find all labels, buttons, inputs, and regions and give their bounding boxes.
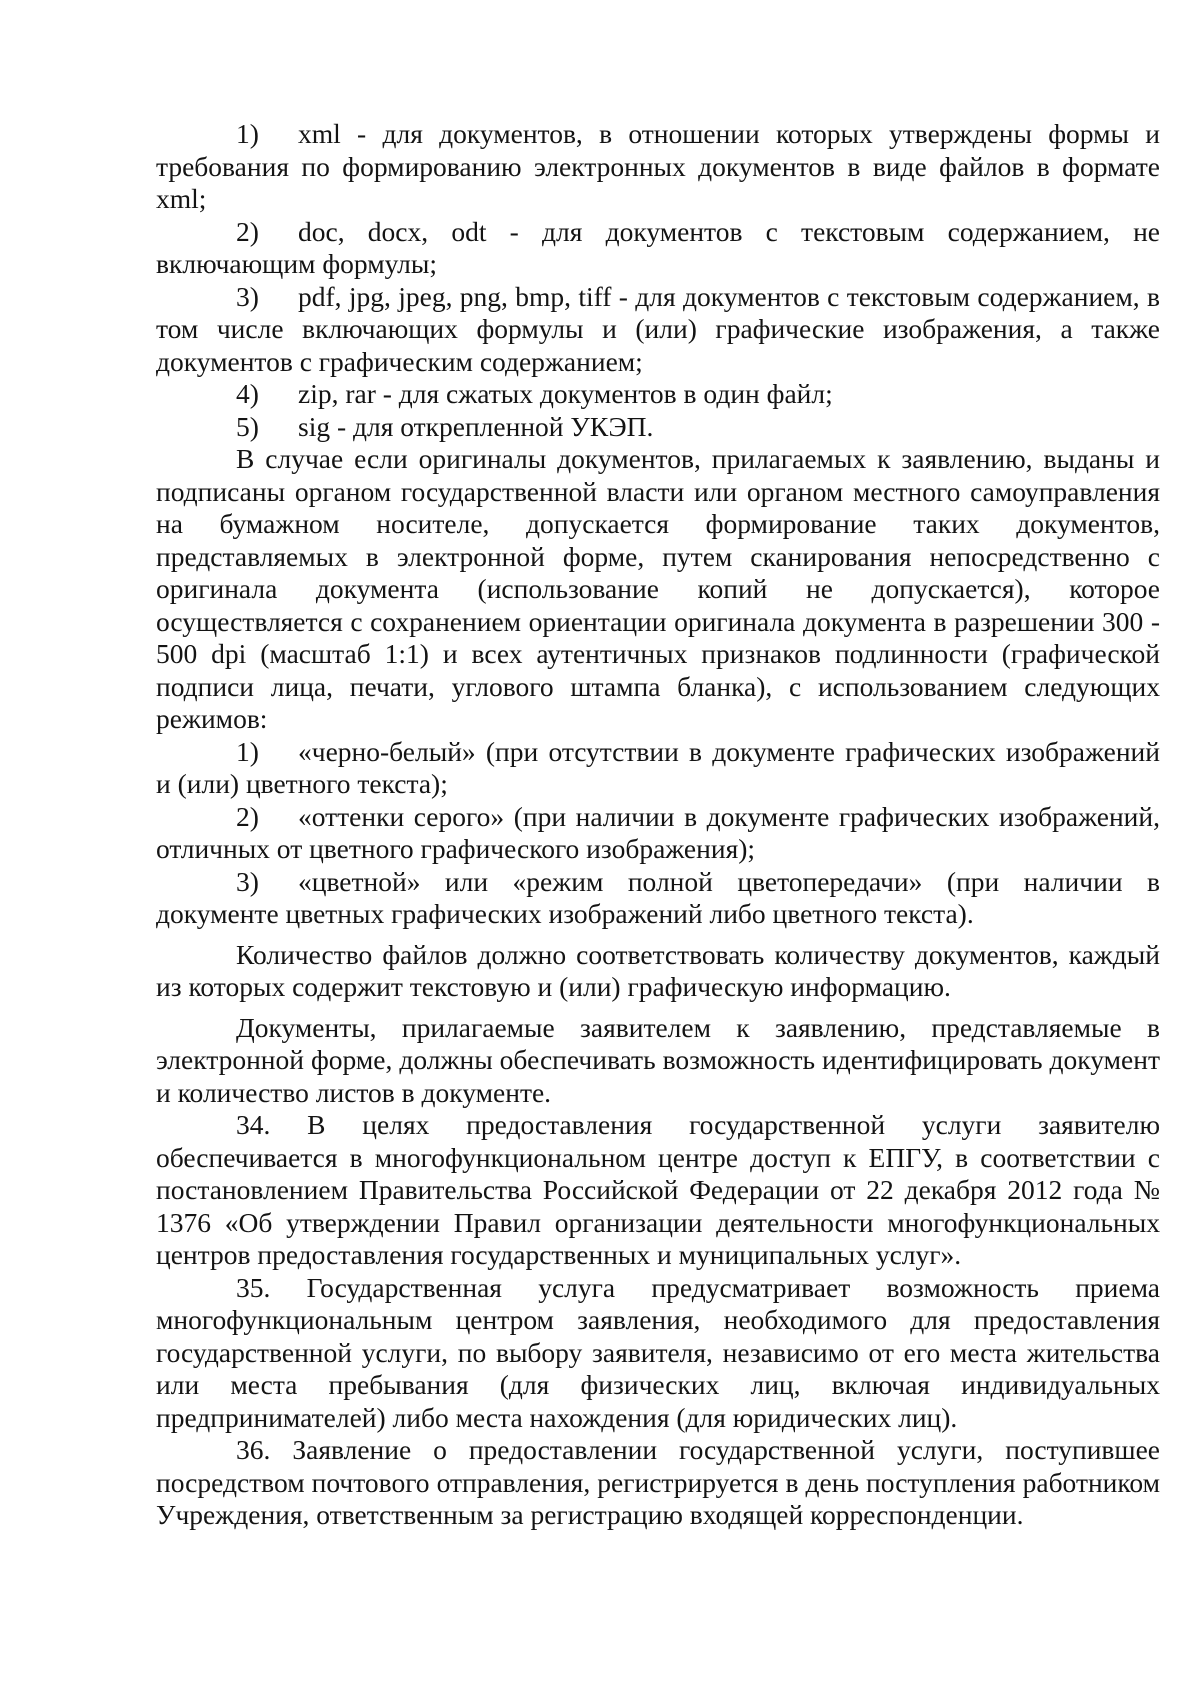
- mode-item-3-number: 3): [236, 865, 259, 897]
- clause-34: [156, 1109, 1160, 1272]
- format-item-5-number: 5): [236, 410, 259, 442]
- format-item-5-text: sig - для открепленной УКЭП.: [298, 410, 654, 442]
- clause-36-text: Заявление о предоставлении государственной услуги, поступившее посредством почтового отправления, регистрируется в день поступления работником Учреждения, ответственным за регистрацию входящей корреспонденции.: [156, 1434, 1160, 1530]
- mode-item-1-text: «черно-белый» (при отсутствии в документе графических изображений и (или) цветного текста);: [156, 735, 1160, 799]
- scan-paragraph: В случае если оригиналы документов, прилагаемых к заявлению, выданы и подписаны органом государственной власти или органом местного самоуправления на бумажном носителе, допускается формирование таких документов, представляемых в электронной форме, путем сканирования непосредственно с оригинала документа (использование копий не допускается), которое осуществляется с сохранением ориентации оригинала документа в разрешении 300 - 500 dpi (масштаб 1:1) и всех аутентичных признаков подлинности (графической подписи лица, печати, углового штампа бланка), с использованием следующих режимов:: [156, 443, 1160, 734]
- mode-item-2-text: «оттенки серого» (при наличии в документе графических изображений, отличных от цветного графического изображения);: [156, 800, 1160, 864]
- clause-34-number: 34.: [236, 1109, 271, 1140]
- format-item-4-text: zip, rar - для сжатых документов в один файл;: [298, 378, 833, 409]
- format-item-3: [156, 281, 1160, 379]
- mode-item-2-number: 2): [236, 800, 259, 832]
- clause-35-text: Государственная услуга предусматривает возможность приема многофункциональным центром заявления, необходимого для предоставления государственной услуги, по выбору заявителя, независимо от его места жительства или места пребывания (для физических лиц, включая индивидуальных предпринимателей) либо места нахождения (для юридических лиц).: [156, 1271, 1161, 1433]
- clause-34-text: В целях предоставления государственной услуги заявителю обеспечивается в многофункциональном центре доступ к ЕПГУ, в соответствии с постановлением Правительства Российской Федерации от 22 декабря 2012 года № 1376 «Об утверждении Правил организации деятельности многофункциональных центров предоставления государственных и муниципальных услуг».: [156, 1109, 1160, 1270]
- clause-36-number: 36.: [236, 1434, 271, 1465]
- format-item-3-number: 3): [236, 280, 259, 312]
- clause-36: [156, 1434, 1160, 1532]
- format-item-1-text: xml - для документов, в отношении которых утверждены формы и требования по формированию электронных документов в виде файлов в формате xml;: [156, 118, 1160, 214]
- format-item-1-number: 1): [236, 118, 259, 149]
- format-item-3-text: pdf, jpg, jpeg, png, bmp, tiff - для документов с текстовым содержанием, в том числе включающих формулы и (или) графические изображения, а также документов с графическим содержанием;: [156, 280, 1160, 377]
- clause-35-number: 35.: [236, 1271, 271, 1303]
- format-item-4: [156, 378, 1160, 411]
- clause-35: [156, 1272, 1160, 1435]
- format-item-2-text: doc, docx, odt - для документов с текстовым содержанием, не включающим формулы;: [156, 215, 1160, 279]
- mode-item-3-text: «цветной» или «режим полной цветопередачи» (при наличии в документе цветных графических изображений либо цветного текста).: [156, 865, 1160, 929]
- format-item-5: [156, 411, 1160, 444]
- mode-item-1: [156, 736, 1160, 801]
- mode-item-1-number: 1): [236, 735, 259, 767]
- identify-paragraph: Документы, прилагаемые заявителем к заявлению, представляемые в электронной форме, должны обеспечивать возможность идентифицировать документ и количество листов в документе.: [156, 1011, 1160, 1108]
- format-item-2: [156, 216, 1160, 281]
- document-body: [156, 118, 1160, 1532]
- format-item-4-number: 4): [236, 378, 259, 409]
- files-count-paragraph: Количество файлов должно соответствовать количеству документов, каждый из которых содержит текстовую и (или) графическую информацию.: [156, 938, 1160, 1002]
- format-item-2-number: 2): [236, 215, 259, 247]
- mode-item-3: [156, 866, 1160, 931]
- format-item-1: [156, 118, 1160, 216]
- mode-item-2: [156, 801, 1160, 866]
